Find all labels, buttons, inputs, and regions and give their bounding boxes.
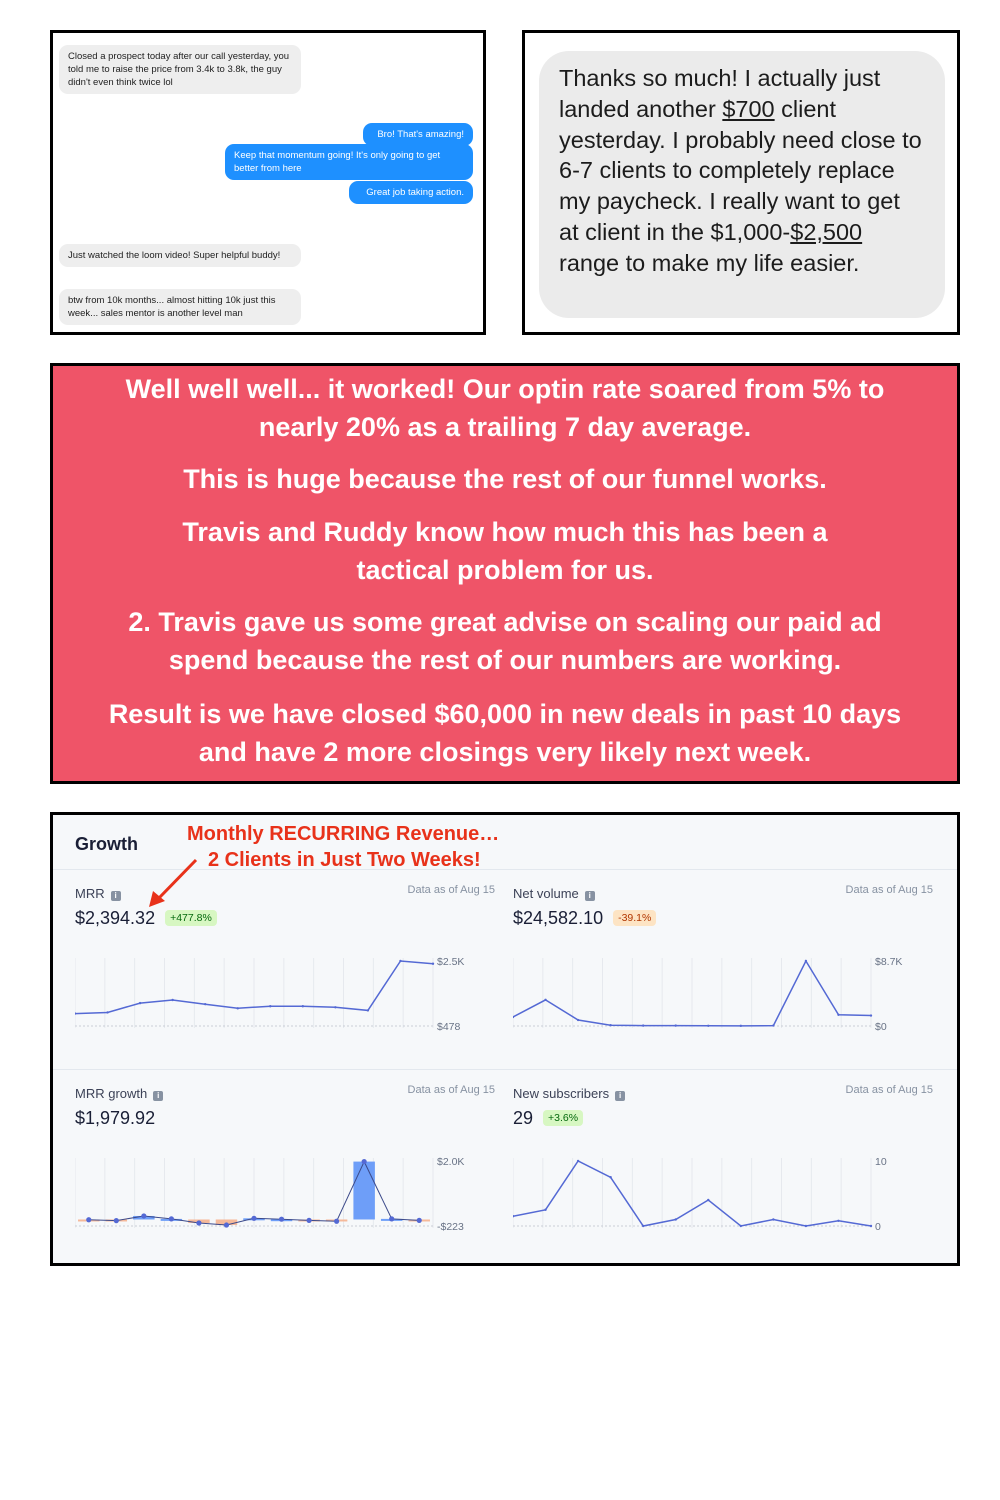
data-point xyxy=(740,1225,742,1227)
metric-value: $2,394.32 +477.8% xyxy=(75,908,217,929)
message-screenshot-panel xyxy=(522,30,960,335)
metric-mrr[interactable] xyxy=(75,886,495,1076)
chat-bubble-outgoing: Bro! That's amazing! xyxy=(363,123,473,146)
data-point xyxy=(642,1225,644,1227)
data-point xyxy=(805,1225,807,1227)
annotation-subline: 2 Clients in Just Two Weeks! xyxy=(208,849,481,871)
info-icon[interactable]: i xyxy=(615,1091,625,1101)
data-point xyxy=(204,1003,206,1005)
change-badge: +477.8% xyxy=(165,910,217,926)
chat-bubble-incoming: Closed a prospect today after our call yesterday, you told me to raise the price from 3.4k to 3.8k, the guy didn't even think twice lol xyxy=(59,45,301,94)
data-point xyxy=(141,1213,146,1218)
data-point xyxy=(114,1218,119,1223)
y-tick-label: $2.5K xyxy=(437,956,465,968)
bar xyxy=(353,1162,374,1220)
data-point xyxy=(279,1217,284,1222)
testimonial-panel xyxy=(50,363,960,784)
annotation-headline: Monthly RECURRING Revenue… xyxy=(187,823,500,845)
data-point xyxy=(740,1025,742,1027)
data-as-of: Data as of Aug 15 xyxy=(845,884,933,896)
metric-label: MRR growth i xyxy=(75,1086,163,1101)
data-point xyxy=(837,1014,839,1016)
y-tick-label: -$223 xyxy=(437,1221,464,1233)
data-point xyxy=(772,1024,774,1026)
data-point xyxy=(707,1199,709,1201)
message-bubble xyxy=(539,51,945,318)
data-point xyxy=(269,1005,271,1007)
data-point xyxy=(577,1160,579,1162)
data-point xyxy=(399,960,401,962)
data-point xyxy=(306,1218,311,1223)
testimonial-paragraph: This is huge because the rest of our funnel works. xyxy=(183,464,827,494)
change-badge: -39.1% xyxy=(613,910,656,926)
data-point xyxy=(675,1024,677,1026)
data-point xyxy=(675,1218,677,1220)
data-point xyxy=(251,1216,256,1221)
metric-mrr-growth[interactable] xyxy=(75,1086,495,1276)
data-point xyxy=(171,999,173,1001)
net-volume-chart xyxy=(513,946,933,1066)
amount-700: $700 xyxy=(722,95,775,122)
y-tick-label: $8.7K xyxy=(875,956,903,968)
data-point xyxy=(707,1025,709,1027)
data-point xyxy=(870,1225,872,1227)
data-point xyxy=(544,999,546,1001)
metric-value: 29 +3.6% xyxy=(513,1108,583,1129)
data-point xyxy=(432,963,434,965)
data-point xyxy=(642,1024,644,1026)
info-icon[interactable]: i xyxy=(111,891,121,901)
metric-label: Net volume i xyxy=(513,886,595,901)
data-point xyxy=(139,1002,141,1004)
chat-bubble-incoming: btw from 10k months... almost hitting 10k just this week... sales mentor is another level man xyxy=(59,289,301,325)
chat-bubble-outgoing: Keep that momentum going! It's only going to get better from here xyxy=(225,144,473,180)
data-point xyxy=(196,1220,201,1225)
testimonial-paragraph: Result is we have closed $60,000 in new deals in past 10 days and have 2 more closings very likely next week. xyxy=(108,699,902,767)
metric-value: $24,582.10 -39.1% xyxy=(513,908,656,929)
data-point xyxy=(334,1219,339,1224)
data-point xyxy=(577,1019,579,1021)
data-point xyxy=(609,1176,611,1178)
message-text: client yesterday. I probably need close to 6-7 clients to completely replace my paycheck. I really want to get at client in the $1,000- xyxy=(559,95,922,245)
metric-label: New subscribers i xyxy=(513,1086,625,1101)
y-tick-label: $0 xyxy=(875,1021,887,1033)
data-point xyxy=(362,1159,367,1164)
data-point xyxy=(870,1014,872,1016)
info-icon[interactable]: i xyxy=(585,891,595,901)
data-as-of: Data as of Aug 15 xyxy=(407,1084,495,1096)
chat-bubble-outgoing: Great job taking action. xyxy=(349,181,473,204)
data-point xyxy=(772,1218,774,1220)
data-point xyxy=(169,1216,174,1221)
chat-bubble-incoming: Just watched the loom video! Super helpful buddy! xyxy=(59,244,301,267)
metric-net-volume[interactable] xyxy=(513,886,933,1076)
testimonial-paragraph: Well well well... it worked! Our optin rate soared from 5% to nearly 20% as a trailing 7 day average. xyxy=(125,374,885,442)
metric-value: $1,979.92 xyxy=(75,1108,156,1128)
amount-2500: $2,500 xyxy=(790,218,863,245)
message-text: range to make my life easier. xyxy=(559,249,860,276)
data-as-of: Data as of Aug 15 xyxy=(407,884,495,896)
data-point xyxy=(544,1209,546,1211)
y-tick-label: 0 xyxy=(875,1221,881,1233)
testimonial-paragraph: Travis and Ruddy know how much this has been a tactical problem for us. xyxy=(182,517,828,585)
data-point xyxy=(86,1217,91,1222)
growth-dashboard-panel xyxy=(50,812,960,1266)
data-point xyxy=(75,1012,76,1014)
mrr-growth-chart xyxy=(75,1146,495,1266)
data-point xyxy=(417,1218,422,1223)
data-point xyxy=(224,1222,229,1227)
y-tick-label: $478 xyxy=(437,1021,461,1033)
data-point xyxy=(106,1011,108,1013)
message-text: Thanks so much! I actually just landed another xyxy=(559,65,881,122)
metric-label: MRR i xyxy=(75,886,121,901)
data-point xyxy=(837,1220,839,1222)
data-point xyxy=(302,1005,304,1007)
data-point xyxy=(367,1009,369,1011)
y-tick-label: $2.0K xyxy=(437,1156,465,1168)
y-tick-label: 10 xyxy=(875,1156,887,1168)
change-badge: +3.6% xyxy=(543,1110,583,1126)
testimonial-paragraph: 2. Travis gave us some great advise on scaling our paid ad spend because the rest of our numbers are working. xyxy=(128,607,882,675)
metric-new-subscribers[interactable] xyxy=(513,1086,933,1276)
mrr-chart xyxy=(75,946,495,1066)
chat-screenshot-panel xyxy=(50,30,486,335)
data-point xyxy=(805,960,807,962)
data-point xyxy=(609,1024,611,1026)
data-point xyxy=(237,1007,239,1009)
data-point xyxy=(334,1006,336,1008)
info-icon[interactable]: i xyxy=(153,1091,163,1101)
data-as-of: Data as of Aug 15 xyxy=(845,1084,933,1096)
dashboard-title: Growth xyxy=(75,834,138,854)
new-subscribers-chart xyxy=(513,1146,933,1266)
data-point xyxy=(389,1216,394,1221)
